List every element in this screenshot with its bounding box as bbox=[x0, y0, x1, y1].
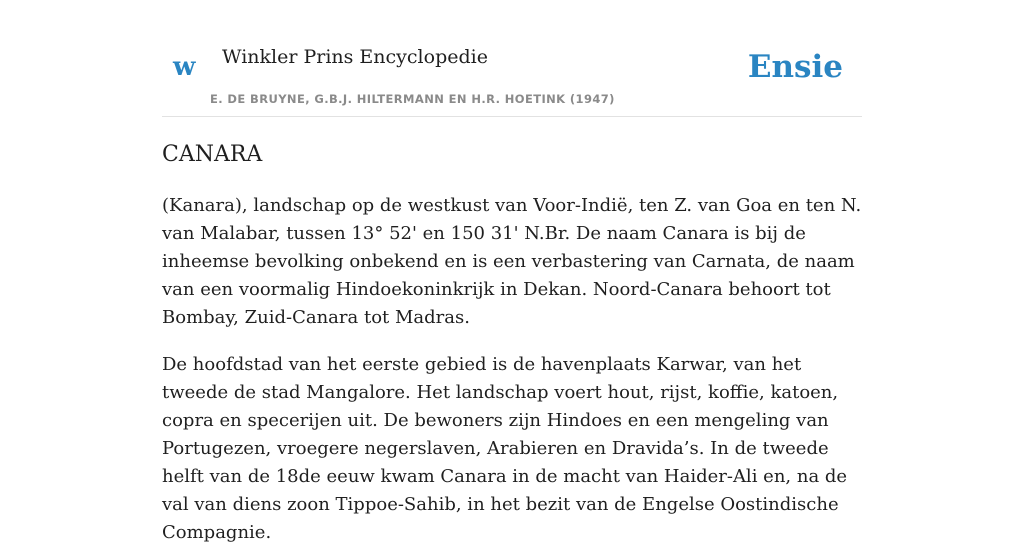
brand-logo[interactable]: Ensie bbox=[747, 49, 843, 85]
site-header bbox=[162, 40, 862, 117]
article bbox=[162, 140, 862, 547]
site-title[interactable]: Winkler Prins Encyclopedie bbox=[222, 46, 488, 68]
site-logo[interactable]: w bbox=[173, 52, 196, 82]
article-paragraph: (Kanara), landschap op de westkust van Voor-Indië, ten Z. van Goa en ten N. van Malabar, tussen 13° 52' en 150 31' N.Br. De naam Canara is bij de inheemse bevolking onbekend en is een verbastering van Carnata, de naam van een voormalig Hindoekoninkrijk in Dekan. Noord-Canara behoort tot Bombay, Zuid-Canara tot Madras. bbox=[162, 195, 862, 328]
site-authors: E. DE BRUYNE, G.B.J. HILTERMANN EN H.R. HOETINK (1947) bbox=[210, 92, 615, 106]
article-title: CANARA bbox=[162, 142, 263, 167]
article-paragraph: De hoofdstad van het eerste gebied is de havenplaats Karwar, van het tweede de stad Mangalore. Het landschap voert hout, rijst, koffie, katoen, copra en specerijen uit. De bewoners zijn Hindoes en een mengeling van Portugezen, vroegere negerslaven, Arabieren en Dravida’s. In de tweede helft van de 18de eeuw kwam Canara in de macht van Haider-Ali en, na de val van diens zoon Tippoe-Sahib, in het bezit van de Engelse Oostindische Compagnie. bbox=[162, 354, 848, 543]
